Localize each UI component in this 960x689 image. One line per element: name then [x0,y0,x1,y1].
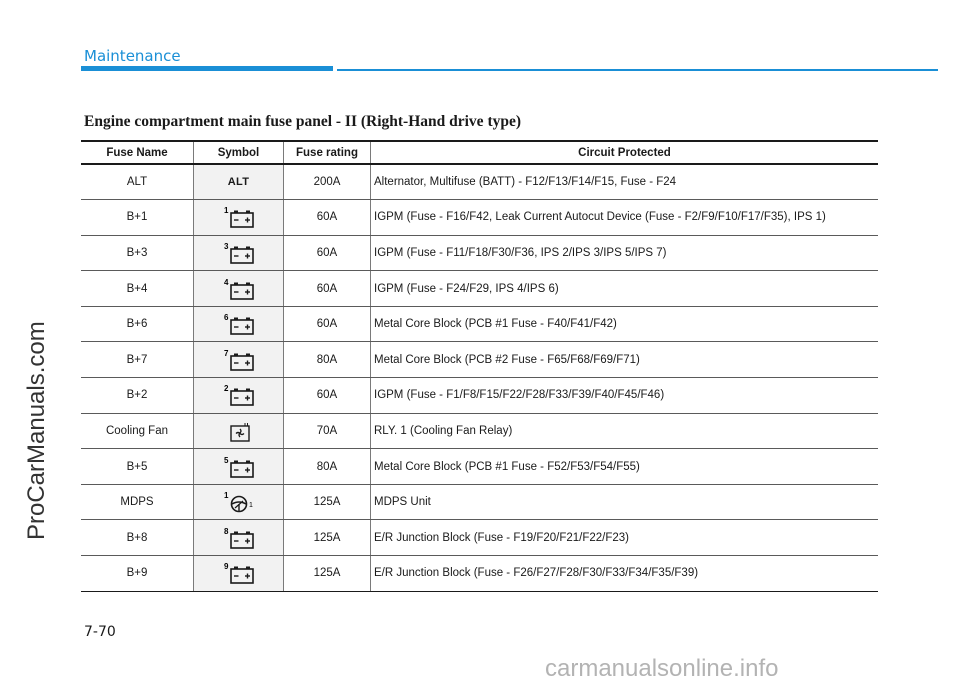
symbol-index: 5 [223,455,228,465]
symbol-suffix: 1 [248,502,253,510]
fuse-symbol [194,449,284,485]
table-row [81,271,878,307]
fuse-rating: 80A [284,449,371,485]
circuit-protected: IGPM (Fuse - F1/F8/F15/F22/F28/F33/F39/F40/F45/F46) [371,378,879,414]
table-row [81,484,878,520]
fuse-rating: 125A [284,520,371,556]
circuit-protected: E/R Junction Block (Fuse - F19/F20/F21/F22/F23) [371,520,879,556]
header-rule-thin [337,69,938,71]
alt-symbol-text: ALT [227,176,250,189]
fuse-name: B+3 [81,235,194,271]
fuse-symbol [194,164,284,200]
circuit-protected: MDPS Unit [371,484,879,520]
table-row [81,342,878,378]
fuse-table [81,140,878,592]
fuse-symbol [194,306,284,342]
table-row [81,413,878,449]
symbol-index: 1 [223,491,228,501]
table-row [81,235,878,271]
circuit-protected: IGPM (Fuse - F11/F18/F30/F36, IPS 2/IPS 3/IPS 5/IPS 7) [371,235,879,271]
symbol-index: 1 [223,206,228,216]
circuit-protected: Alternator, Multifuse (BATT) - F12/F13/F14/F15, Fuse - F24 [371,164,879,200]
fuse-rating: 200A [284,164,371,200]
column-header-circuit-protected: Circuit Protected [371,141,879,164]
battery-icon [223,383,255,407]
fuse-name: B+8 [81,520,194,556]
circuit-protected: E/R Junction Block (Fuse - F26/F27/F28/F30/F33/F34/F35/F39) [371,556,879,592]
fuse-symbol [194,271,284,307]
battery-icon [223,205,255,229]
fuse-name: ALT [81,164,194,200]
circuit-protected: RLY. 1 (Cooling Fan Relay) [371,413,879,449]
fuse-name: B+7 [81,342,194,378]
circuit-protected: IGPM (Fuse - F16/F42, Leak Current Autocut Device (Fuse - F2/F9/F10/F17/F35), IPS 1) [371,200,879,236]
fuse-symbol [194,342,284,378]
symbol-index: 3 [223,241,228,251]
fuse-rating: 80A [284,342,371,378]
fuse-rating: 60A [284,271,371,307]
symbol-index: 2 [223,384,228,394]
fuse-name: B+4 [81,271,194,307]
table-row [81,378,878,414]
circuit-protected: Metal Core Block (PCB #2 Fuse - F65/F68/F69/F71) [371,342,879,378]
battery-icon [223,348,255,372]
symbol-index: 6 [223,313,228,323]
battery-icon [223,277,255,301]
fuse-name: MDPS [81,484,194,520]
battery-icon [223,526,255,550]
circuit-protected: Metal Core Block (PCB #1 Fuse - F40/F41/F42) [371,306,879,342]
fuse-symbol [194,413,284,449]
column-header-fuse-name: Fuse Name [81,141,194,164]
fuse-symbol [194,378,284,414]
table-row [81,449,878,485]
symbol-index: 9 [223,562,228,572]
bottom-watermark: carmanualsonline.info [545,655,779,682]
fuse-name: B+9 [81,556,194,592]
fuse-name: B+2 [81,378,194,414]
fan-icon [223,419,255,443]
steering-icon [223,490,255,514]
section-title: Maintenance [84,47,181,65]
fuse-name: B+1 [81,200,194,236]
circuit-protected: IGPM (Fuse - F24/F29, IPS 4/IPS 6) [371,271,879,307]
fuse-rating: 125A [284,484,371,520]
symbol-index: 8 [223,526,228,536]
fuse-rating: 60A [284,378,371,414]
table-row [81,164,878,200]
fuse-rating: 60A [284,200,371,236]
fuse-name: B+5 [81,449,194,485]
symbol-index: 4 [223,277,228,287]
fuse-symbol [194,200,284,236]
fuse-name: Cooling Fan [81,413,194,449]
page-number: 7-70 [84,624,116,640]
table-row [81,306,878,342]
symbol-index: 7 [223,348,228,358]
battery-icon [223,312,255,336]
battery-icon [223,561,255,585]
table-header-row [81,141,878,164]
fuse-rating: 125A [284,556,371,592]
circuit-protected: Metal Core Block (PCB #1 Fuse - F52/F53/F54/F55) [371,449,879,485]
table-row [81,200,878,236]
side-watermark: ProCarManuals.com [23,321,50,540]
fuse-rating: 60A [284,235,371,271]
battery-icon [223,241,255,265]
battery-icon [223,455,255,479]
fuse-rating: 70A [284,413,371,449]
page-heading: Engine compartment main fuse panel - II (Right-Hand drive type) [84,113,522,130]
column-header-symbol: Symbol [194,141,284,164]
column-header-fuse-rating: Fuse rating [284,141,371,164]
header-rule-thick [81,66,333,71]
fuse-symbol [194,520,284,556]
fuse-symbol [194,556,284,592]
fuse-symbol [194,484,284,520]
table-row [81,556,878,592]
fuse-symbol [194,235,284,271]
fuse-name: B+6 [81,306,194,342]
fuse-rating: 60A [284,306,371,342]
table-row [81,520,878,556]
